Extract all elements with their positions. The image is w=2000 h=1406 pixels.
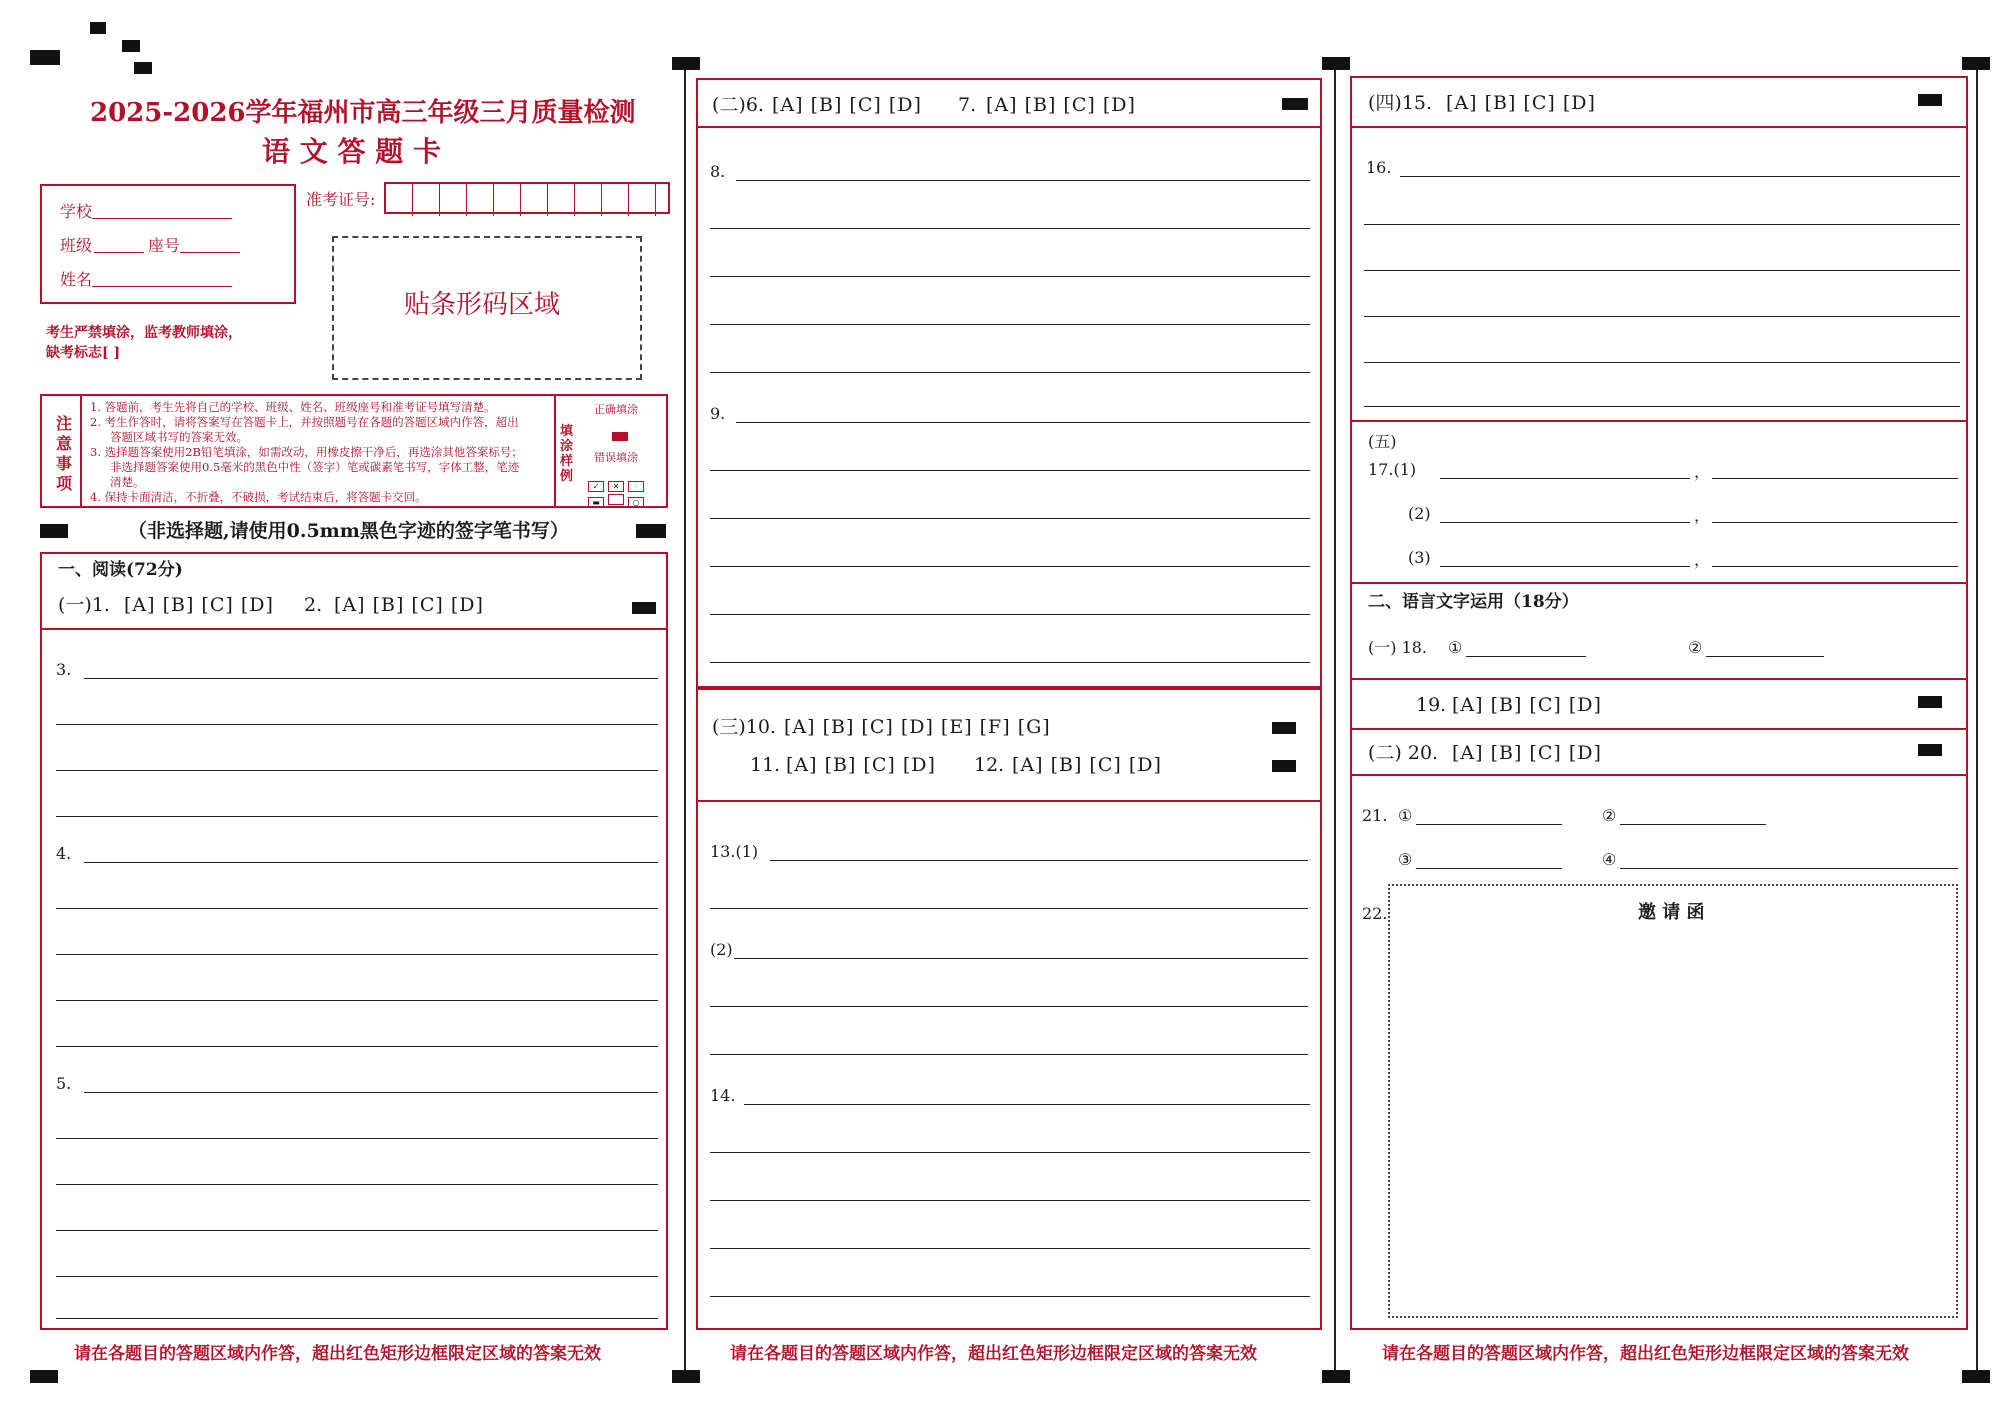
option-marker: [1272, 760, 1296, 772]
q19-label: 19.: [1416, 694, 1447, 716]
q4-label: 4.: [56, 844, 72, 863]
answer-line[interactable]: [710, 518, 1310, 519]
comma: ，: [1694, 550, 1711, 569]
notice-heading: 注意事项: [56, 414, 73, 493]
section-3-box: [696, 688, 1322, 1330]
notice-item: 3. 选择题答案使用2B铅笔填涂，如需改动，用橡皮擦干净后，再选涂其他答案标号；: [90, 445, 523, 459]
id-cell[interactable]: [494, 184, 521, 216]
id-cell[interactable]: [386, 184, 413, 216]
answer-line[interactable]: [744, 1104, 1310, 1105]
answer-line[interactable]: [1400, 176, 1960, 177]
answer-line[interactable]: [710, 470, 1310, 471]
q17-1-label: 17.(1): [1368, 460, 1417, 479]
answer-line[interactable]: [710, 372, 1310, 373]
timing-mark: [672, 1370, 700, 1383]
invitation-heading: 邀 请 函: [1638, 902, 1705, 923]
id-cell[interactable]: [413, 184, 440, 216]
notice-item: 2. 考生作答时，请将答案写在答题卡上，并按照题号在各题的答题区域内作答，超出: [90, 415, 519, 429]
timing-mark: [30, 1370, 58, 1383]
section-2-box: [696, 78, 1322, 688]
answer-line[interactable]: [56, 1184, 658, 1185]
q20-options[interactable]: [A] [B] [C] [D]: [1452, 742, 1602, 764]
timing-mark: [1322, 1370, 1350, 1383]
timing-mark: [134, 62, 152, 74]
answer-line[interactable]: [56, 1000, 658, 1001]
section-5-label: (五): [1368, 432, 1397, 451]
section-title: 一、阅读(72分): [58, 560, 183, 580]
q2-label: 2.: [304, 594, 323, 616]
answer-line[interactable]: [1364, 224, 1960, 225]
q15-options[interactable]: [A] [B] [C] [D]: [1446, 92, 1596, 114]
q18-circ2: ②: [1688, 638, 1703, 657]
answer-line[interactable]: [710, 566, 1310, 567]
name-label: 姓名: [60, 270, 93, 289]
answer-line[interactable]: [84, 1092, 658, 1093]
answer-line[interactable]: [710, 1152, 1310, 1153]
name-field[interactable]: [92, 286, 232, 287]
q10-options[interactable]: [A] [B] [C] [D] [E] [F] [G]: [784, 716, 1051, 738]
q6-options[interactable]: [A] [B] [C] [D]: [772, 94, 922, 116]
id-cell[interactable]: [440, 184, 467, 216]
box-divider: [1350, 728, 1968, 730]
comma: ，: [1694, 462, 1711, 481]
footer-note: 请在各题目的答题区域内作答，超出红色矩形边框限定区域的答案无效: [74, 1344, 601, 1364]
answer-line[interactable]: [1466, 656, 1586, 657]
exam-id-grid[interactable]: [384, 182, 670, 214]
answer-line[interactable]: [56, 954, 658, 955]
answer-line[interactable]: [1440, 522, 1690, 523]
answer-line[interactable]: [84, 862, 658, 863]
answer-line[interactable]: [1712, 566, 1958, 567]
exam-id-label: 准考证号:: [306, 190, 376, 209]
q17-3-label: (3): [1408, 548, 1431, 567]
q21-circ2: ②: [1602, 806, 1617, 825]
answer-line[interactable]: [710, 228, 1310, 229]
fill-example-label: 填涂样例: [560, 424, 574, 484]
answer-line[interactable]: [734, 958, 1308, 959]
box-divider: [1350, 420, 1968, 422]
option-marker: [1918, 696, 1942, 708]
timing-mark: [122, 40, 140, 52]
q12-options[interactable]: [A] [B] [C] [D]: [1012, 754, 1162, 776]
option-marker: [1272, 722, 1296, 734]
answer-line[interactable]: [710, 1248, 1310, 1249]
correct-fill-label: 正确填涂: [594, 403, 638, 416]
comma: ，: [1694, 506, 1711, 525]
answer-line[interactable]: [56, 1230, 658, 1231]
answer-line[interactable]: [56, 770, 658, 771]
answer-line[interactable]: [56, 908, 658, 909]
wrong-fill-cross-icon: ✕: [608, 481, 624, 492]
id-cell[interactable]: [602, 184, 629, 216]
id-cell[interactable]: [629, 184, 656, 216]
wrong-fill-bar-icon: ▬: [588, 497, 604, 508]
box-divider: [696, 800, 1322, 802]
seat-field[interactable]: [180, 252, 240, 253]
id-cell[interactable]: [467, 184, 494, 216]
timing-mark: [90, 22, 106, 34]
answer-line[interactable]: [1712, 522, 1958, 523]
column-separator: [684, 70, 686, 1370]
q21-circ3: ③: [1398, 850, 1413, 869]
q6-label: (二)6.: [712, 94, 764, 116]
box-divider: [40, 628, 668, 630]
notice-divider: [80, 394, 82, 508]
timing-mark: [636, 524, 666, 538]
page-title: 2025-2026学年福州市高三年级三月质量检测: [90, 98, 636, 128]
answer-line[interactable]: [1416, 868, 1562, 869]
timing-mark: [1962, 57, 1990, 70]
option-marker: [1918, 744, 1942, 756]
column-separator: [1976, 70, 1978, 1370]
notice-item: 非选择题答案使用0.5毫米的黑色中性（签字）笔或碳素笔书写，字体工整，笔迹: [110, 460, 520, 474]
answer-line[interactable]: [56, 1138, 658, 1139]
box-divider: [1350, 582, 1968, 584]
q8-label: 8.: [710, 162, 726, 181]
footer-note: 请在各题目的答题区域内作答，超出红色矩形边框限定区域的答案无效: [730, 1344, 1257, 1364]
q16-label: 16.: [1366, 158, 1392, 177]
q7-label: 7.: [958, 94, 977, 116]
seat-label: 座号: [148, 236, 181, 255]
answer-line[interactable]: [1440, 478, 1690, 479]
box-divider: [1350, 126, 1968, 128]
answer-line[interactable]: [56, 1318, 658, 1319]
answer-line[interactable]: [56, 724, 658, 725]
wrong-fill-empty-icon: [608, 494, 624, 505]
id-cell[interactable]: [521, 184, 548, 216]
answer-line[interactable]: [1416, 824, 1562, 825]
box-divider: [1350, 774, 1968, 776]
q22-label: 22.: [1362, 904, 1388, 923]
non-choice-note: （非选择题,请使用0.5mm黑色字迹的签字笔书写）: [128, 520, 569, 542]
q1-options[interactable]: [A] [B] [C] [D]: [124, 594, 274, 616]
box-divider: [696, 126, 1322, 128]
answer-line[interactable]: [56, 816, 658, 817]
q21-label: 21.: [1362, 806, 1388, 825]
q17-2-label: (2): [1408, 504, 1431, 523]
answer-line[interactable]: [84, 678, 658, 679]
option-marker: [1282, 98, 1308, 110]
q13-1-label: 13.(1): [710, 842, 759, 861]
q5-label: 5.: [56, 1074, 72, 1093]
q21-circ1: ①: [1398, 806, 1413, 825]
answer-line[interactable]: [56, 1276, 658, 1277]
answer-line[interactable]: [1712, 478, 1958, 479]
notice-item: 清楚。: [110, 475, 145, 489]
answer-line[interactable]: [770, 860, 1308, 861]
q15-label: (四)15.: [1368, 92, 1433, 114]
page-subtitle: 语 文 答 题 卡: [262, 135, 441, 168]
wrong-fill-check-icon: ✓: [588, 481, 604, 492]
answer-line[interactable]: [1620, 868, 1958, 869]
notice-divider: [554, 394, 556, 508]
answer-line[interactable]: [736, 180, 1310, 181]
answer-line[interactable]: [1706, 656, 1824, 657]
answer-line[interactable]: [56, 1046, 658, 1047]
wrong-fill-label: 错误填涂: [594, 451, 638, 464]
answer-line[interactable]: [710, 614, 1310, 615]
answer-line[interactable]: [710, 324, 1310, 325]
timing-mark: [40, 524, 68, 538]
q2-options[interactable]: [A] [B] [C] [D]: [334, 594, 484, 616]
notice-item: 4. 保持卡面清洁，不折叠，不破损，考试结束后，将答题卡交回。: [90, 490, 427, 504]
timing-mark: [30, 50, 60, 65]
q1-label: (一)1.: [58, 594, 110, 616]
answer-line[interactable]: [710, 276, 1310, 277]
q12-label: 12.: [974, 754, 1005, 776]
answer-line[interactable]: [1364, 362, 1960, 363]
answer-line[interactable]: [1364, 270, 1960, 271]
q19-options[interactable]: [A] [B] [C] [D]: [1452, 694, 1602, 716]
q11-options[interactable]: [A] [B] [C] [D]: [786, 754, 936, 776]
class-field[interactable]: [94, 252, 144, 253]
answer-line[interactable]: [1440, 566, 1690, 567]
answer-line[interactable]: [710, 662, 1310, 663]
section2-title: 二、语言文字运用（18分）: [1368, 592, 1579, 612]
school-label: 学校: [60, 202, 93, 221]
absent-note-line1: 考生严禁填涂，监考教师填涂，: [46, 325, 242, 341]
barcode-label: 贴条形码区域: [404, 290, 561, 320]
q9-label: 9.: [710, 404, 726, 423]
footer-note: 请在各题目的答题区域内作答，超出红色矩形边框限定区域的答案无效: [1382, 1344, 1909, 1364]
wrong-fill-partial-icon: ·: [628, 481, 644, 492]
q18-label: (一) 18.: [1368, 638, 1428, 657]
q22-writing-area[interactable]: [1388, 884, 1958, 1318]
answer-line[interactable]: [736, 422, 1310, 423]
q14-label: 14.: [710, 1086, 736, 1105]
answer-line[interactable]: [710, 1296, 1310, 1297]
notice-item: 1. 答题前，考生先将自己的学校、班级、姓名、班级座号和准考证号填写清楚。: [90, 400, 496, 414]
timing-mark: [1322, 57, 1350, 70]
id-cell[interactable]: [548, 184, 575, 216]
section-reading-box: [40, 552, 668, 1330]
timing-mark: [672, 57, 700, 70]
id-cell[interactable]: [575, 184, 602, 216]
answer-line[interactable]: [1364, 316, 1960, 317]
school-field[interactable]: [92, 218, 232, 219]
column-separator: [1334, 70, 1336, 1370]
answer-line[interactable]: [710, 1006, 1308, 1007]
correct-fill-example: [612, 432, 628, 441]
option-marker: [1918, 94, 1942, 106]
q21-circ4: ④: [1602, 850, 1617, 869]
q7-options[interactable]: [A] [B] [C] [D]: [986, 94, 1136, 116]
answer-line[interactable]: [710, 1054, 1308, 1055]
timing-mark: [1962, 1370, 1990, 1383]
answer-line[interactable]: [710, 1200, 1310, 1201]
answer-line[interactable]: [1364, 406, 1960, 407]
notice-item: 答题区域书写的答案无效。: [110, 430, 248, 444]
option-marker: [632, 602, 656, 614]
q13-2-label: (2): [710, 940, 733, 959]
q18-circ1: ①: [1448, 638, 1463, 657]
answer-line[interactable]: [1620, 824, 1766, 825]
class-label: 班级: [60, 236, 93, 255]
box-divider: [1350, 678, 1968, 680]
wrong-fill-circle-icon: ○: [628, 497, 644, 508]
absent-note-line2[interactable]: 缺考标志[ ]: [46, 345, 121, 361]
q11-label: 11.: [750, 754, 781, 776]
wrong-fill-examples: [588, 490, 658, 509]
q20-label: (二) 20.: [1368, 742, 1439, 764]
answer-line[interactable]: [710, 908, 1308, 909]
q10-label: (三)10.: [712, 716, 777, 738]
q3-label: 3.: [56, 660, 72, 679]
